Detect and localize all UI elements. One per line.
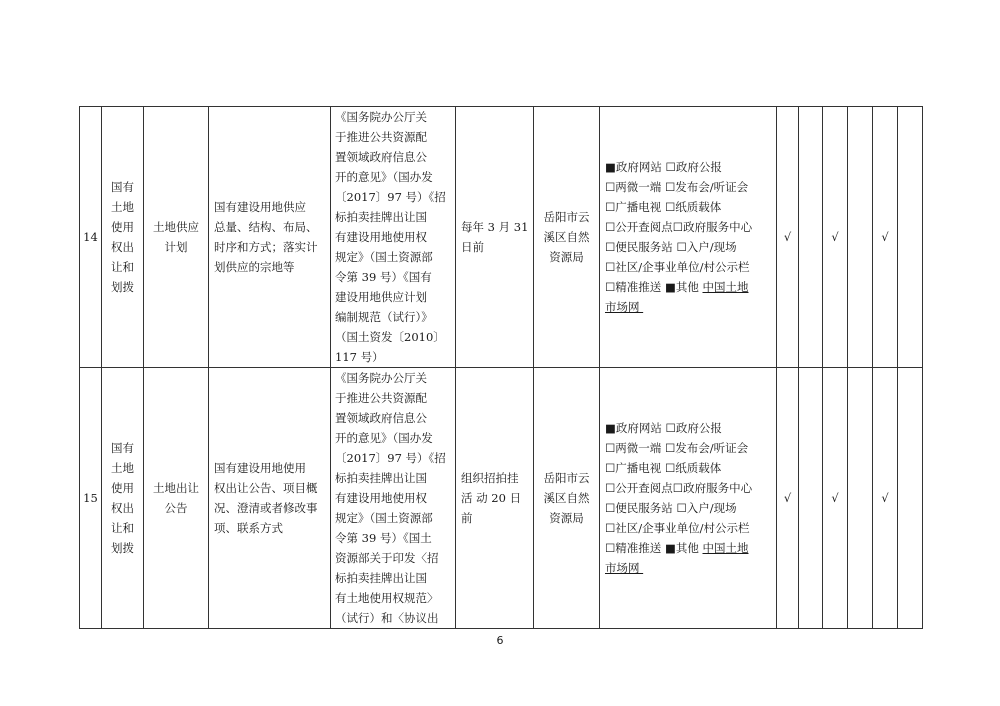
subject-line: 溪区自然	[543, 491, 590, 505]
check-mark: √	[823, 107, 848, 368]
time-line: 每年 3 月 31	[461, 220, 529, 234]
content-line: 国有建设用地供应	[214, 200, 306, 214]
channel-options: ☐精准推送 ■其他	[605, 541, 703, 555]
item-cell	[144, 107, 209, 368]
disclosure-table	[79, 106, 923, 629]
channel-options: ☐两微一端 ☐发布会/听证会	[605, 441, 749, 455]
channel-line	[605, 558, 773, 578]
basis-line: 于推进公共资源配	[335, 130, 427, 144]
check-mark: √	[777, 107, 799, 368]
check-mark: √	[777, 368, 799, 629]
channel-line	[605, 438, 773, 458]
basis-line: 编制规范（试行）》	[335, 310, 433, 324]
subject-line: 岳阳市云	[543, 210, 590, 224]
subject-cell	[534, 107, 600, 368]
basis-line: 于推进公共资源配	[335, 391, 427, 405]
channel-line	[605, 297, 773, 317]
channel-line	[605, 498, 773, 518]
basis-line: 标拍卖挂牌出让国	[335, 471, 427, 485]
subject-line: 溪区自然	[543, 230, 590, 244]
check-mark: √	[823, 368, 848, 629]
row-number: 14	[80, 107, 102, 368]
category-line: 土地	[111, 200, 134, 214]
basis-cell	[331, 368, 456, 629]
underline-blank	[640, 297, 670, 317]
item-line: 土地供应	[153, 220, 199, 234]
item-line: 计划	[164, 240, 188, 254]
channel-options: ☐精准推送 ■其他	[605, 280, 703, 294]
channel-options: ☐便民服务站 ☐入户/现场	[605, 501, 737, 515]
content-line: 划供应的宗地等	[214, 260, 295, 274]
basis-line: 令第 39 号）《国土	[335, 531, 432, 545]
check-mark	[848, 368, 873, 629]
basis-line: 《国务院办公厅关	[335, 110, 427, 124]
basis-line: 〔2017〕97 号）《招	[335, 451, 446, 465]
content-cell	[209, 368, 331, 629]
basis-line: 《国务院办公厅关	[335, 371, 427, 385]
channel-line	[605, 177, 773, 197]
channel-options: ☐公开查阅点☐政府服务中心	[605, 220, 753, 234]
other-channel-name: 市场网	[605, 561, 640, 575]
channel-line	[605, 478, 773, 498]
basis-cell	[331, 107, 456, 368]
category-line: 国有	[111, 441, 134, 455]
channel-line	[605, 538, 773, 558]
basis-line: 有土地使用权规范〉	[335, 591, 439, 605]
channel-options: ☐社区/企事业单位/村公示栏	[605, 521, 750, 535]
basis-line: （国土资发〔2010〕	[335, 330, 445, 344]
channels-cell	[600, 368, 777, 629]
row-number: 15	[80, 368, 102, 629]
basis-line: 规定》（国土资源部	[335, 511, 433, 525]
check-mark	[799, 107, 823, 368]
channel-options: ☐公开查阅点☐政府服务中心	[605, 481, 753, 495]
channel-options: ■政府网站 ☐政府公报	[605, 160, 722, 174]
category-line: 使用	[111, 220, 134, 234]
subject-line: 资源局	[549, 250, 584, 264]
basis-line: （试行）和〈协议出	[335, 611, 439, 625]
content-line: 项、联系方式	[214, 521, 283, 535]
channels-cell	[600, 107, 777, 368]
content-line: 总量、结构、布局、	[214, 220, 318, 234]
check-mark	[848, 107, 873, 368]
basis-line: 开的意见》（国办发	[335, 431, 433, 445]
basis-line: 117 号）	[335, 350, 384, 364]
basis-line: 资源部关于印发〈招	[335, 551, 439, 565]
item-line: 公告	[164, 501, 188, 515]
time-line: 前	[461, 511, 473, 525]
channel-line	[605, 237, 773, 257]
item-cell	[144, 368, 209, 629]
check-mark: √	[873, 107, 898, 368]
time-limit-cell	[456, 107, 534, 368]
category-line: 国有	[111, 180, 134, 194]
basis-line: 规定》（国土资源部	[335, 250, 433, 264]
subject-line: 岳阳市云	[543, 471, 590, 485]
basis-line: 置领域政府信息公	[335, 150, 427, 164]
check-mark: √	[873, 368, 898, 629]
basis-line: 有建设用地使用权	[335, 491, 427, 505]
channel-options: ☐广播电视 ☐纸质载体	[605, 200, 722, 214]
category-line: 划拨	[111, 280, 134, 294]
category-line: 权出	[111, 501, 134, 515]
channel-options: ■政府网站 ☐政府公报	[605, 421, 722, 435]
channel-line	[605, 157, 773, 177]
channel-line	[605, 277, 773, 297]
basis-line: 令第 39 号）《国有	[335, 270, 432, 284]
content-cell	[209, 107, 331, 368]
channel-options: ☐两微一端 ☐发布会/听证会	[605, 180, 749, 194]
channel-line	[605, 418, 773, 438]
channel-options: ☐社区/企事业单位/村公示栏	[605, 260, 750, 274]
category-line: 划拨	[111, 541, 134, 555]
basis-line: 建设用地供应计划	[335, 290, 427, 304]
check-mark	[898, 107, 923, 368]
category-line: 让和	[111, 521, 134, 535]
basis-line: 有建设用地使用权	[335, 230, 427, 244]
page-number: 6	[496, 634, 504, 647]
channel-line	[605, 458, 773, 478]
basis-line: 标拍卖挂牌出让国	[335, 571, 427, 585]
category-cell	[102, 107, 144, 368]
underline-blank	[640, 558, 670, 578]
other-channel-name: 中国土地	[702, 541, 749, 555]
basis-line: 开的意见》（国办发	[335, 170, 433, 184]
content-line: 权出让公告、项目概	[214, 481, 318, 495]
channel-line	[605, 197, 773, 217]
channel-line	[605, 518, 773, 538]
time-line: 组织招拍挂	[461, 471, 519, 485]
subject-line: 资源局	[549, 511, 584, 525]
check-mark	[898, 368, 923, 629]
check-mark	[799, 368, 823, 629]
basis-line: 置领域政府信息公	[335, 411, 427, 425]
channel-options: ☐便民服务站 ☐入户/现场	[605, 240, 737, 254]
subject-cell	[534, 368, 600, 629]
table-row	[80, 368, 923, 629]
basis-line: 标拍卖挂牌出让国	[335, 210, 427, 224]
content-line: 时序和方式；落实计	[214, 240, 318, 254]
category-line: 让和	[111, 260, 134, 274]
category-cell	[102, 368, 144, 629]
channel-line	[605, 257, 773, 277]
basis-line: 〔2017〕97 号）《招	[335, 190, 446, 204]
time-limit-cell	[456, 368, 534, 629]
content-line: 况、澄清或者修改事	[214, 501, 318, 515]
channel-line	[605, 217, 773, 237]
category-line: 使用	[111, 481, 134, 495]
other-channel-name: 市场网	[605, 300, 640, 314]
other-channel-name: 中国土地	[702, 280, 749, 294]
category-line: 权出	[111, 240, 134, 254]
time-line: 日前	[461, 240, 484, 254]
item-line: 土地出让	[153, 481, 199, 495]
content-line: 国有建设用地使用	[214, 461, 306, 475]
channel-options: ☐广播电视 ☐纸质载体	[605, 461, 722, 475]
category-line: 土地	[111, 461, 134, 475]
time-line: 活 动 20 日	[461, 491, 522, 505]
table-row	[80, 107, 923, 368]
